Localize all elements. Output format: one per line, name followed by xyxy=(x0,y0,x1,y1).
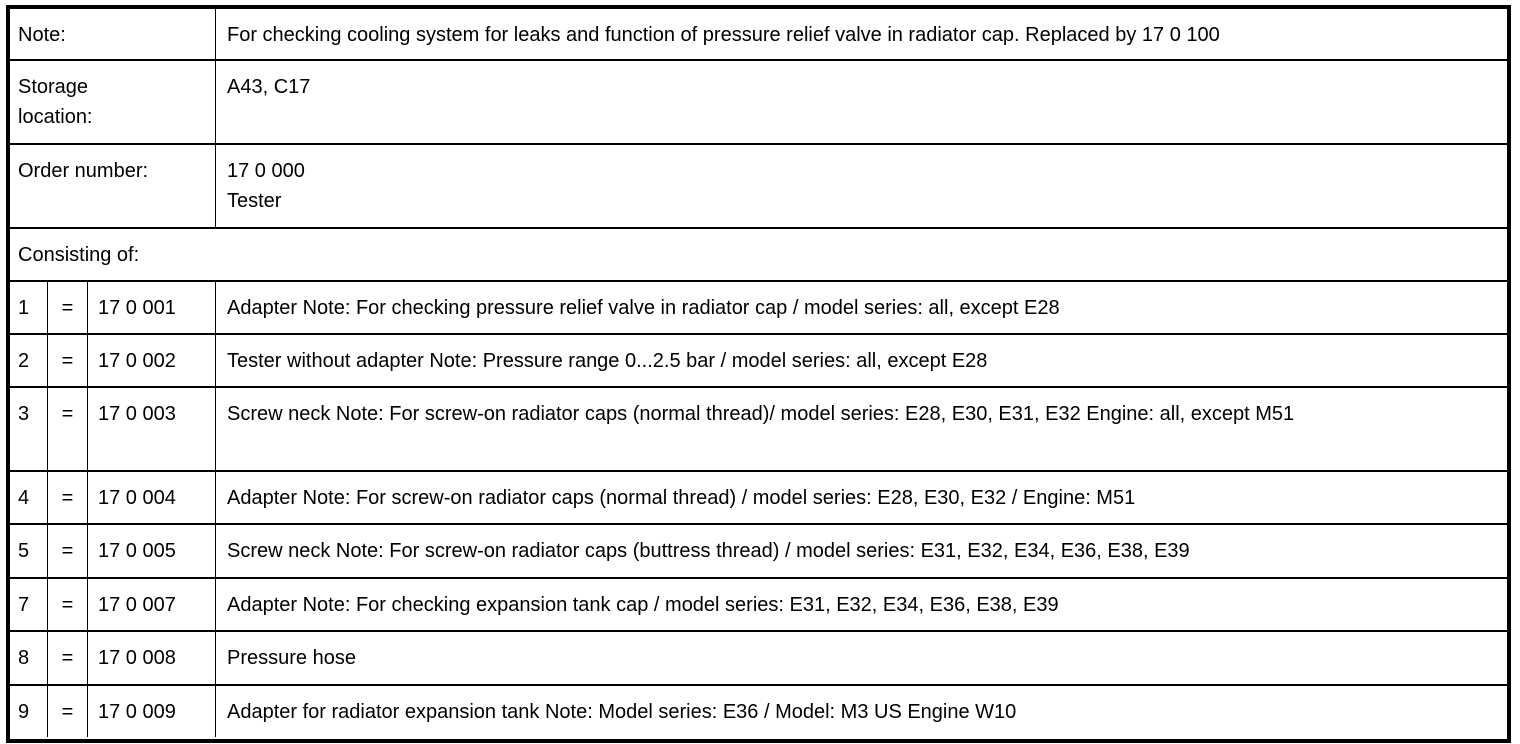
order-number-value xyxy=(216,145,1507,227)
item-row xyxy=(10,632,1507,686)
item-row xyxy=(10,335,1507,388)
item-order-number: 17 0 009 xyxy=(88,686,216,737)
note-row xyxy=(10,9,1507,61)
note-value: For checking cooling system for leaks and function of pressure relief valve in radiator cap. Replaced by 17 0 100 xyxy=(227,24,1220,46)
note-label: Note: xyxy=(10,9,216,59)
item-number: 9 xyxy=(10,686,48,737)
special-tool-table xyxy=(6,5,1511,743)
item-description: Adapter Note: For checking pressure relief valve in radiator cap / model series: all, except E28 xyxy=(227,297,1060,319)
item-order-number: 17 0 008 xyxy=(88,632,216,684)
item-description: Screw neck Note: For screw-on radiator caps (normal thread)/ model series: E28, E30, E31, E32 Engine: all, except M51 xyxy=(227,403,1295,425)
item-order-number: 17 0 002 xyxy=(88,335,216,386)
item-equals: = xyxy=(48,282,88,333)
item-number: 8 xyxy=(10,632,48,684)
item-description: Adapter Note: For checking expansion tank cap / model series: E31, E32, E34, E36, E38, E39 xyxy=(227,594,1059,616)
item-row xyxy=(10,282,1507,335)
storage-location-row xyxy=(10,61,1507,145)
item-order-number: 17 0 005 xyxy=(88,525,216,577)
item-order-number: 17 0 004 xyxy=(88,472,216,523)
item-order-number: 17 0 001 xyxy=(88,282,216,333)
storage-location-label: Storage location: xyxy=(10,61,216,143)
item-order-number: 17 0 003 xyxy=(88,388,216,470)
item-row xyxy=(10,472,1507,525)
item-equals: = xyxy=(48,472,88,523)
item-row xyxy=(10,388,1507,472)
item-equals: = xyxy=(48,579,88,630)
item-description: Screw neck Note: For screw-on radiator caps (buttress thread) / model series: E31, E32, E34, E36, E38, E39 xyxy=(227,540,1190,562)
item-row xyxy=(10,579,1507,632)
item-number: 4 xyxy=(10,472,48,523)
item-number: 2 xyxy=(10,335,48,386)
storage-location-value: A43, C17 xyxy=(227,76,311,98)
item-row xyxy=(10,525,1507,579)
order-number: 17 0 000 xyxy=(227,160,305,182)
item-equals: = xyxy=(48,388,88,470)
item-number: 3 xyxy=(10,388,48,470)
item-number: 7 xyxy=(10,579,48,630)
item-description: Tester without adapter Note: Pressure range 0...2.5 bar / model series: all, except E28 xyxy=(227,350,988,372)
order-number-row xyxy=(10,145,1507,229)
item-equals: = xyxy=(48,335,88,386)
item-equals: = xyxy=(48,525,88,577)
item-number: 5 xyxy=(10,525,48,577)
consisting-of-row xyxy=(10,229,1507,282)
item-equals: = xyxy=(48,686,88,737)
item-order-number: 17 0 007 xyxy=(88,579,216,630)
item-equals: = xyxy=(48,632,88,684)
consisting-of-label: Consisting of: xyxy=(18,244,140,266)
order-name: Tester xyxy=(227,190,282,212)
item-row xyxy=(10,686,1507,737)
item-description: Adapter for radiator expansion tank Note: Model series: E36 / Model: M3 US Engine W10 xyxy=(227,701,1017,723)
order-number-label: Order number: xyxy=(10,145,216,227)
item-number: 1 xyxy=(10,282,48,333)
item-description: Pressure hose xyxy=(227,647,356,669)
item-description: Adapter Note: For screw-on radiator caps (normal thread) / model series: E28, E30, E32 / Engine: M51 xyxy=(227,487,1136,509)
